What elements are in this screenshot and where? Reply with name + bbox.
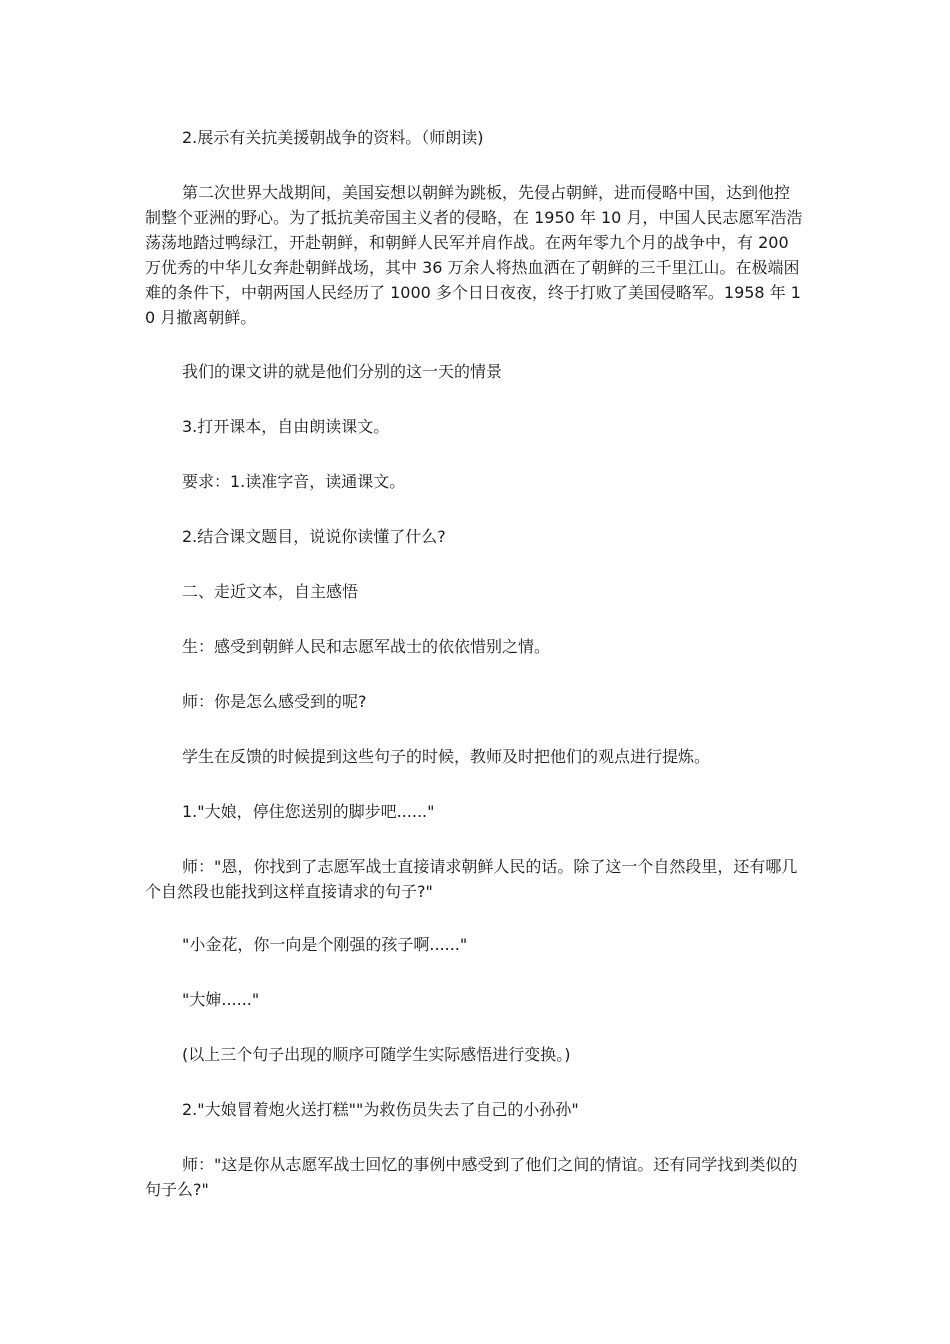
paragraph-lesson-intro: 我们的课文讲的就是他们分别的这一天的情景 [182, 362, 503, 381]
paragraph-quote-2: 2."大娘冒着炮火送打糕""为救伤员失去了自己的小孙孙" [182, 1100, 579, 1119]
paragraph-quote-1: 1."大娘，停住您送别的脚步吧......" [182, 802, 435, 821]
paragraph-quote-dashen: "大婶......" [182, 990, 260, 1009]
paragraph-requirement-1: 要求：1.读准字音，读通课文。 [182, 472, 406, 491]
paragraph-requirement-2: 2.结合课文题目，说说你读懂了什么? [182, 527, 446, 546]
paragraph-war-background: 第二次世界大战期间，美国妄想以朝鲜为跳板，先侵占朝鲜，进而侵略中国，达到他控制整个亚洲的野心。为了抵抗美帝国主义者的侵略，在 1950 年 10 月，中国人民志愿军浩浩荡荡地踏过鸭绿江，开赴朝鲜，和朝鲜人民军并肩作战。在两年零九个月的战争中，有 200 万优秀的中华儿女奔赴朝鲜战场，其中 36 万余人将热血洒在了朝鲜的三千里江山。在极端困难的条件下，中朝两国人民经历了 1000 多个日日夜夜，终于打败了美国侵略军。1958 年 10 月撤离朝鲜。 [145, 183, 803, 327]
paragraph-feedback-note: 学生在反馈的时候提到这些句子的时候，教师及时把他们的观点进行提炼。 [182, 747, 711, 766]
paragraph-order-note: (以上三个句子出现的顺序可随学生实际感悟进行变换。) [182, 1045, 571, 1064]
paragraph-teacher-question: 师：你是怎么感受到的呢? [182, 692, 367, 711]
paragraph-open-textbook: 3.打开课本，自由朗读课文。 [182, 417, 390, 436]
paragraph-show-materials: 2.展示有关抗美援朝战争的资料。（师朗读) [182, 128, 484, 147]
section-heading-approach-text: 二、走近文本，自主感悟 [182, 582, 359, 601]
paragraph-teacher-comment-1: 师："恩，你找到了志愿军战士直接请求朝鲜人民的话。除了这一个自然段里，还有哪几个自然段也能找到这样直接请求的句子?" [145, 857, 798, 901]
paragraph-teacher-comment-2: 师："这是你从志愿军战士回忆的事例中感受到了他们之间的情谊。还有同学找到类似的句子么?" [145, 1155, 798, 1199]
paragraph-quote-xiaojinhua: "小金花，你一向是个刚强的孩子啊......" [182, 935, 468, 954]
paragraph-student-response: 生：感受到朝鲜人民和志愿军战士的依依惜别之情。 [182, 637, 551, 656]
